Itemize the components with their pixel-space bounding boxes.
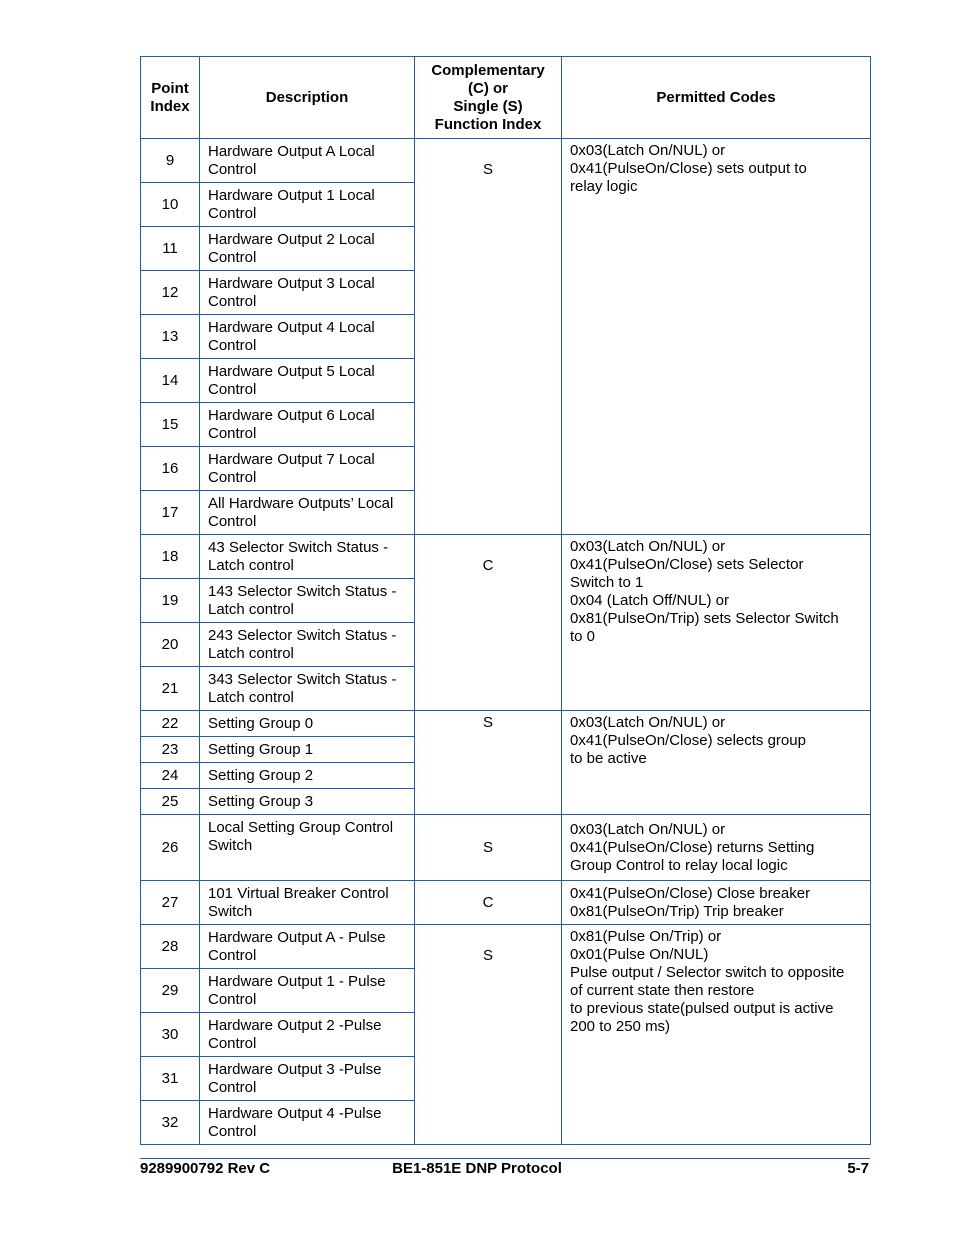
point-description: Hardware Output 2 Local Control bbox=[200, 227, 415, 271]
footer-document-title: BE1-851E DNP Protocol bbox=[392, 1160, 562, 1177]
point-description: Setting Group 2 bbox=[200, 763, 415, 789]
point-index: 19 bbox=[141, 579, 200, 623]
function-index: C bbox=[415, 881, 562, 925]
point-description: All Hardware Outputs’ Local Control bbox=[200, 491, 415, 535]
permitted-codes: 0x03(Latch On/NUL) or 0x41(PulseOn/Close) sets output to relay logic bbox=[562, 139, 871, 535]
point-index: 15 bbox=[141, 403, 200, 447]
point-index: 12 bbox=[141, 271, 200, 315]
function-index: S bbox=[415, 815, 562, 881]
header-function-index: Complementary (C) or Single (S) Function Index bbox=[415, 57, 562, 139]
footer-document-number: 9289900792 Rev C bbox=[140, 1160, 271, 1177]
point-description: 101 Virtual Breaker Control Switch bbox=[200, 881, 415, 925]
point-description: Hardware Output 2 -Pulse Control bbox=[200, 1013, 415, 1057]
function-index: S bbox=[415, 925, 562, 1145]
table-row bbox=[141, 881, 871, 925]
footer-divider bbox=[140, 1158, 870, 1159]
point-index: 29 bbox=[141, 969, 200, 1013]
permitted-codes: 0x03(Latch On/NUL) or 0x41(PulseOn/Close) selects group to be active bbox=[562, 711, 871, 815]
point-index: 25 bbox=[141, 789, 200, 815]
table-row bbox=[141, 711, 871, 737]
point-index: 18 bbox=[141, 535, 200, 579]
point-description: Hardware Output 1 - Pulse Control bbox=[200, 969, 415, 1013]
point-description: Setting Group 0 bbox=[200, 711, 415, 737]
point-description: Hardware Output A Local Control bbox=[200, 139, 415, 183]
point-index: 20 bbox=[141, 623, 200, 667]
permitted-codes: 0x81(Pulse On/Trip) or 0x01(Pulse On/NUL) Pulse output / Selector switch to opposite of current state then restore to previous state(pulsed output is active 200 to 250 ms) bbox=[562, 925, 871, 1145]
point-description: Hardware Output 3 Local Control bbox=[200, 271, 415, 315]
point-index: 21 bbox=[141, 667, 200, 711]
table-row bbox=[141, 815, 871, 881]
point-index: 32 bbox=[141, 1101, 200, 1145]
point-index: 22 bbox=[141, 711, 200, 737]
point-index: 14 bbox=[141, 359, 200, 403]
point-index: 28 bbox=[141, 925, 200, 969]
point-index: 16 bbox=[141, 447, 200, 491]
dnp-binary-output-table bbox=[140, 56, 871, 1145]
point-description: Hardware Output 4 Local Control bbox=[200, 315, 415, 359]
point-description: Hardware Output 1 Local Control bbox=[200, 183, 415, 227]
point-description: 243 Selector Switch Status - Latch control bbox=[200, 623, 415, 667]
point-description: 43 Selector Switch Status - Latch control bbox=[200, 535, 415, 579]
function-index: S bbox=[415, 711, 562, 815]
permitted-codes: 0x41(PulseOn/Close) Close breaker 0x81(PulseOn/Trip) Trip breaker bbox=[562, 881, 871, 925]
point-index: 26 bbox=[141, 815, 200, 881]
header-permitted-codes: Permitted Codes bbox=[562, 57, 871, 139]
point-index: 10 bbox=[141, 183, 200, 227]
point-description: Setting Group 1 bbox=[200, 737, 415, 763]
point-description: 343 Selector Switch Status - Latch control bbox=[200, 667, 415, 711]
function-index: C bbox=[415, 535, 562, 711]
permitted-codes: 0x03(Latch On/NUL) or 0x41(PulseOn/Close) returns Setting Group Control to relay local logic bbox=[562, 815, 871, 881]
function-index: S bbox=[415, 139, 562, 535]
point-index: 23 bbox=[141, 737, 200, 763]
point-description: Local Setting Group Control Switch bbox=[200, 815, 415, 881]
point-index: 31 bbox=[141, 1057, 200, 1101]
point-description: Hardware Output 5 Local Control bbox=[200, 359, 415, 403]
point-description: Hardware Output 3 -Pulse Control bbox=[200, 1057, 415, 1101]
point-index: 24 bbox=[141, 763, 200, 789]
footer-page-number: 5-7 bbox=[847, 1160, 869, 1177]
table-row bbox=[141, 535, 871, 579]
table-row bbox=[141, 925, 871, 969]
header-description: Description bbox=[200, 57, 415, 139]
point-index: 13 bbox=[141, 315, 200, 359]
point-index: 17 bbox=[141, 491, 200, 535]
point-description: Setting Group 3 bbox=[200, 789, 415, 815]
point-description: 143 Selector Switch Status - Latch control bbox=[200, 579, 415, 623]
point-description: Hardware Output 7 Local Control bbox=[200, 447, 415, 491]
point-index: 9 bbox=[141, 139, 200, 183]
point-description: Hardware Output A - Pulse Control bbox=[200, 925, 415, 969]
point-index: 30 bbox=[141, 1013, 200, 1057]
permitted-codes: 0x03(Latch On/NUL) or 0x41(PulseOn/Close) sets Selector Switch to 1 0x04 (Latch Off/NUL) or 0x81(PulseOn/Trip) sets Selector Switch to 0 bbox=[562, 535, 871, 711]
header-point-index: Point Index bbox=[141, 57, 200, 139]
table-row bbox=[141, 139, 871, 183]
point-index: 27 bbox=[141, 881, 200, 925]
point-description: Hardware Output 6 Local Control bbox=[200, 403, 415, 447]
point-index: 11 bbox=[141, 227, 200, 271]
point-description: Hardware Output 4 -Pulse Control bbox=[200, 1101, 415, 1145]
table-header-row bbox=[141, 57, 871, 139]
